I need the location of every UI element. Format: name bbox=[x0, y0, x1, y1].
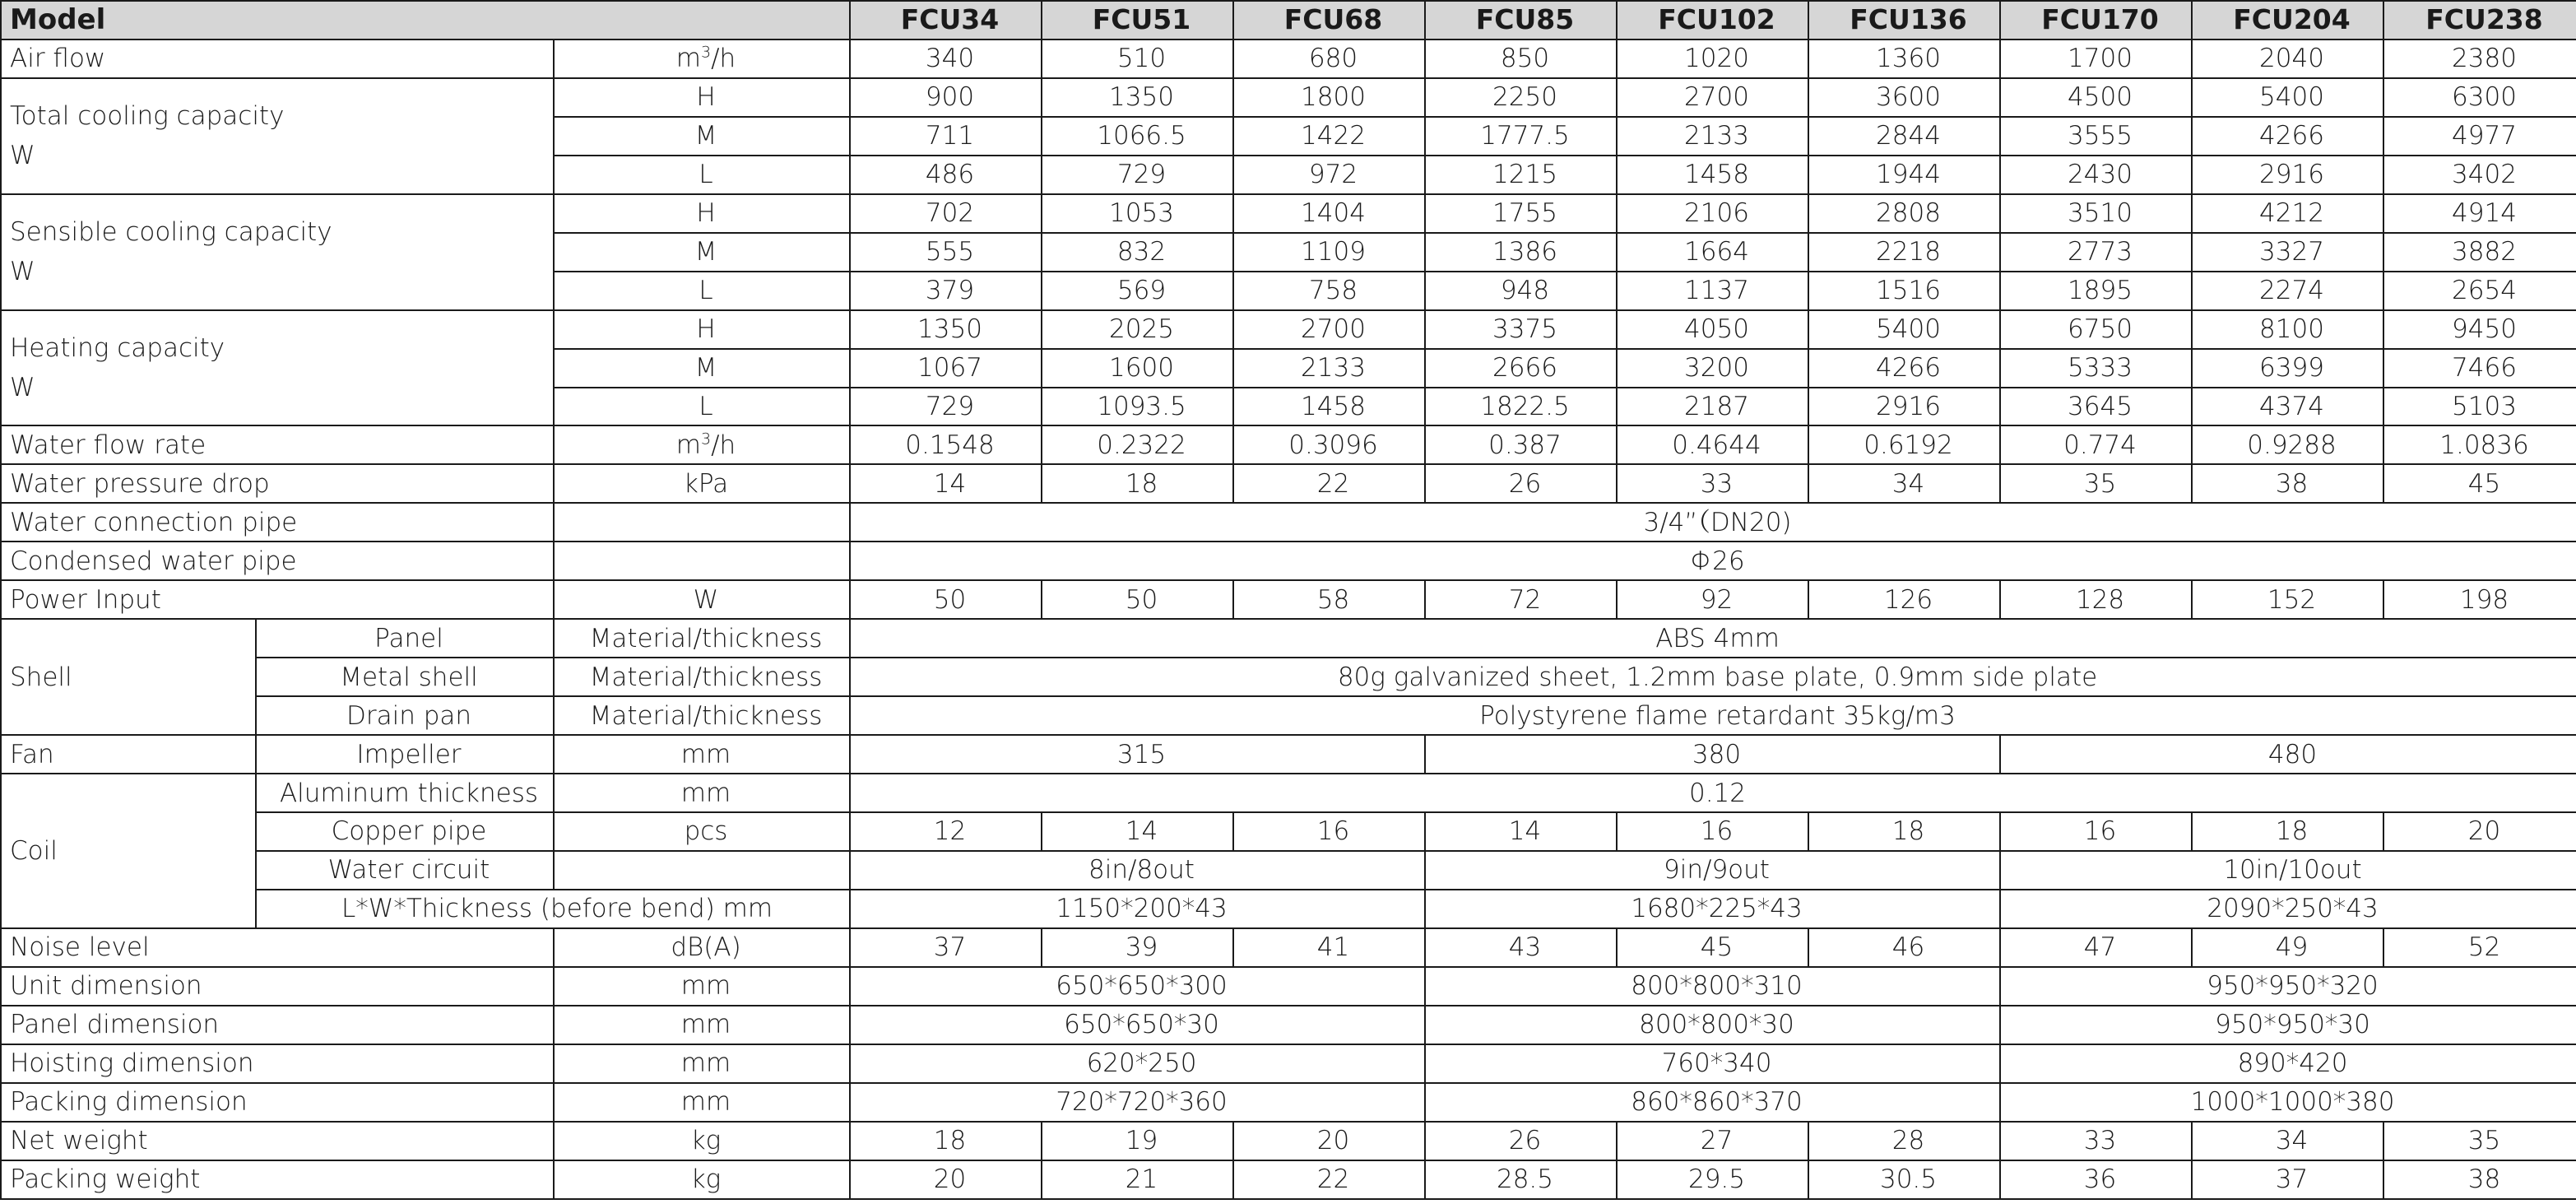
value-cell: 2250 bbox=[1425, 78, 1617, 117]
value-cell: 33 bbox=[2000, 1122, 2192, 1160]
value-cell: 6300 bbox=[2383, 78, 2576, 117]
total-cooling-label-line2: W bbox=[10, 141, 35, 171]
value-cell: 72 bbox=[1425, 580, 1617, 619]
value-cell: 2025 bbox=[1042, 310, 1233, 349]
value-cell: 1516 bbox=[1808, 272, 2000, 310]
fan-row bbox=[1, 735, 2576, 774]
value-cell: 28 bbox=[1808, 1122, 2000, 1160]
value-cell: 832 bbox=[1042, 233, 1233, 272]
value-cell: 5333 bbox=[2000, 349, 2192, 388]
speed-cell: L bbox=[554, 272, 850, 310]
value-cell: 1053 bbox=[1042, 194, 1233, 233]
shell-sub-label: Panel bbox=[256, 619, 554, 658]
value-cell: 35 bbox=[2000, 464, 2192, 503]
value-cell: 18 bbox=[1808, 812, 2000, 851]
value-cell: 18 bbox=[850, 1122, 1042, 1160]
value-cell: 27 bbox=[1617, 1122, 1808, 1160]
group-value-cell: 950*950*320 bbox=[2000, 967, 2576, 1006]
model-header-cell: FCU102 bbox=[1617, 1, 1808, 40]
value-cell: 22 bbox=[1233, 464, 1425, 503]
net-weight-row bbox=[1, 1122, 2576, 1160]
value-cell: 1755 bbox=[1425, 194, 1617, 233]
value-cell: 3882 bbox=[2383, 233, 2576, 272]
heating-capacity-label-line1: Heating capacity bbox=[10, 333, 225, 364]
model-header-cell: FCU68 bbox=[1233, 1, 1425, 40]
group-value-cell: 480 bbox=[2000, 735, 2576, 774]
unit-dimension-label: Unit dimension bbox=[1, 967, 554, 1006]
panel-dimension-label: Panel dimension bbox=[1, 1006, 554, 1044]
value-cell: 2916 bbox=[2192, 156, 2383, 194]
value-cell: 34 bbox=[2192, 1122, 2383, 1160]
value-cell: 2187 bbox=[1617, 388, 1808, 426]
group-value-cell: 950*950*30 bbox=[2000, 1006, 2576, 1044]
merged-value-cell: 80g galvanized sheet, 1.2mm base plate, 0.9mm side plate bbox=[850, 658, 2576, 696]
air-flow-label: Air flow bbox=[1, 40, 554, 78]
merged-value-cell: ABS 4mm bbox=[850, 619, 2576, 658]
value-cell: 1800 bbox=[1233, 78, 1425, 117]
unit-cell: mm bbox=[554, 1044, 850, 1083]
value-cell: 4050 bbox=[1617, 310, 1808, 349]
value-cell: 3555 bbox=[2000, 117, 2192, 156]
value-cell: 20 bbox=[850, 1160, 1042, 1199]
value-cell: 6750 bbox=[2000, 310, 2192, 349]
coil-copper-row bbox=[1, 812, 2576, 851]
unit-cell bbox=[554, 425, 850, 464]
value-cell: 1.0836 bbox=[2383, 425, 2576, 464]
group-value-cell: 1150*200*43 bbox=[850, 890, 1425, 928]
value-cell: 0.4644 bbox=[1617, 425, 1808, 464]
value-cell: 2844 bbox=[1808, 117, 2000, 156]
value-cell: 2040 bbox=[2192, 40, 2383, 78]
unit-cell: kg bbox=[554, 1122, 850, 1160]
value-cell: 2700 bbox=[1233, 310, 1425, 349]
group-value-cell: 650*650*300 bbox=[850, 967, 1425, 1006]
value-cell: 2380 bbox=[2383, 40, 2576, 78]
unit-tail: /h bbox=[711, 44, 736, 74]
group-value-cell: 1000*1000*380 bbox=[2000, 1083, 2576, 1122]
sensible-cooling-label-line2: W bbox=[10, 257, 35, 287]
group-value-cell: 860*860*370 bbox=[1425, 1083, 2000, 1122]
value-cell: 711 bbox=[850, 117, 1042, 156]
value-cell: 7466 bbox=[2383, 349, 2576, 388]
value-cell: 12 bbox=[850, 812, 1042, 851]
value-cell: 702 bbox=[850, 194, 1042, 233]
value-cell: 1404 bbox=[1233, 194, 1425, 233]
unit-cell: mm bbox=[554, 774, 850, 812]
speed-cell: H bbox=[554, 194, 850, 233]
value-cell: 3510 bbox=[2000, 194, 2192, 233]
value-cell: 33 bbox=[1617, 464, 1808, 503]
value-cell: 3327 bbox=[2192, 233, 2383, 272]
value-cell: 2133 bbox=[1233, 349, 1425, 388]
total-cooling-label-line1: Total cooling capacity bbox=[10, 101, 285, 132]
group-value-cell: 1680*225*43 bbox=[1425, 890, 2000, 928]
coil-aluminum-row bbox=[1, 774, 2576, 812]
value-cell: 4977 bbox=[2383, 117, 2576, 156]
value-cell: 49 bbox=[2192, 928, 2383, 967]
noise-label: Noise level bbox=[1, 928, 554, 967]
value-cell: 3645 bbox=[2000, 388, 2192, 426]
header-row bbox=[1, 1, 2576, 40]
value-cell: 900 bbox=[850, 78, 1042, 117]
value-cell: 340 bbox=[850, 40, 1042, 78]
coil-label: Coil bbox=[1, 774, 256, 928]
water-pressure-row bbox=[1, 464, 2576, 503]
value-cell: 45 bbox=[1617, 928, 1808, 967]
value-cell: 38 bbox=[2192, 464, 2383, 503]
value-cell: 20 bbox=[2383, 812, 2576, 851]
value-cell: 1422 bbox=[1233, 117, 1425, 156]
unit-superscript: 3 bbox=[701, 430, 712, 449]
value-cell: 4212 bbox=[2192, 194, 2383, 233]
value-cell: 21 bbox=[1042, 1160, 1233, 1199]
group-value-cell: 890*420 bbox=[2000, 1044, 2576, 1083]
value-cell: 972 bbox=[1233, 156, 1425, 194]
unit-cell: mm bbox=[554, 1083, 850, 1122]
heating-capacity-label-line2: W bbox=[10, 373, 35, 403]
value-cell: 2666 bbox=[1425, 349, 1617, 388]
value-cell: 41 bbox=[1233, 928, 1425, 967]
group-value-cell: 800*800*30 bbox=[1425, 1006, 2000, 1044]
value-cell: 1067 bbox=[850, 349, 1042, 388]
unit-base: m bbox=[675, 430, 701, 460]
value-cell: 4500 bbox=[2000, 78, 2192, 117]
model-header-cell: FCU34 bbox=[850, 1, 1042, 40]
water-connection-row bbox=[1, 503, 2576, 542]
fan-sub-label: Impeller bbox=[256, 735, 554, 774]
model-header-cell: FCU85 bbox=[1425, 1, 1617, 40]
value-cell: 50 bbox=[1042, 580, 1233, 619]
value-cell: 9450 bbox=[2383, 310, 2576, 349]
speed-cell: M bbox=[554, 117, 850, 156]
value-cell: 52 bbox=[2383, 928, 2576, 967]
unit-tail: /h bbox=[711, 430, 736, 460]
value-cell: 37 bbox=[2192, 1160, 2383, 1199]
panel-dimension-row bbox=[1, 1006, 2576, 1044]
group-value-cell: 720*720*360 bbox=[850, 1083, 1425, 1122]
value-cell: 50 bbox=[850, 580, 1042, 619]
unit-cell: dB(A) bbox=[554, 928, 850, 967]
packing-dimension-row bbox=[1, 1083, 2576, 1122]
coil-lwt-row bbox=[1, 890, 2576, 928]
sensible-cooling-label bbox=[1, 194, 554, 310]
value-cell: 2274 bbox=[2192, 272, 2383, 310]
unit-dimension-row bbox=[1, 967, 2576, 1006]
coil-sub-label: Aluminum thickness bbox=[256, 774, 554, 812]
value-cell: 22 bbox=[1233, 1160, 1425, 1199]
value-cell: 152 bbox=[2192, 580, 2383, 619]
shell-label: Shell bbox=[1, 619, 256, 735]
packing-weight-row bbox=[1, 1160, 2576, 1199]
value-cell: 379 bbox=[850, 272, 1042, 310]
unit-cell: kg bbox=[554, 1160, 850, 1199]
value-cell: 948 bbox=[1425, 272, 1617, 310]
value-cell: 2808 bbox=[1808, 194, 2000, 233]
unit-cell: pcs bbox=[554, 812, 850, 851]
value-cell: 0.387 bbox=[1425, 425, 1617, 464]
group-value-cell: 650*650*30 bbox=[850, 1006, 1425, 1044]
value-cell: 3200 bbox=[1617, 349, 1808, 388]
unit-superscript: 3 bbox=[701, 44, 712, 63]
value-cell: 1664 bbox=[1617, 233, 1808, 272]
unit-cell: kPa bbox=[554, 464, 850, 503]
value-cell: 1215 bbox=[1425, 156, 1617, 194]
unit-cell: Material/thickness bbox=[554, 658, 850, 696]
sensible-cooling-label-line1: Sensible cooling capacity bbox=[10, 217, 332, 248]
condensed-pipe-label: Condensed water pipe bbox=[1, 542, 554, 580]
value-cell: 510 bbox=[1042, 40, 1233, 78]
noise-row bbox=[1, 928, 2576, 967]
unit-cell bbox=[554, 40, 850, 78]
value-cell: 0.1548 bbox=[850, 425, 1042, 464]
value-cell: 758 bbox=[1233, 272, 1425, 310]
unit-cell: mm bbox=[554, 1006, 850, 1044]
value-cell: 37 bbox=[850, 928, 1042, 967]
value-cell: 486 bbox=[850, 156, 1042, 194]
packing-weight-label: Packing weight bbox=[1, 1160, 554, 1199]
value-cell: 1020 bbox=[1617, 40, 1808, 78]
value-cell: 16 bbox=[2000, 812, 2192, 851]
value-cell: 30.5 bbox=[1808, 1160, 2000, 1199]
value-cell: 46 bbox=[1808, 928, 2000, 967]
packing-dimension-label: Packing dimension bbox=[1, 1083, 554, 1122]
value-cell: 1109 bbox=[1233, 233, 1425, 272]
value-cell: 34 bbox=[1808, 464, 2000, 503]
group-value-cell: 800*800*310 bbox=[1425, 967, 2000, 1006]
unit-cell: Material/thickness bbox=[554, 619, 850, 658]
power-input-row bbox=[1, 580, 2576, 619]
value-cell: 0.774 bbox=[2000, 425, 2192, 464]
value-cell: 39 bbox=[1042, 928, 1233, 967]
coil-sub-label: Water circuit bbox=[256, 851, 554, 890]
sensible-cooling-row bbox=[1, 194, 2576, 233]
value-cell: 5400 bbox=[2192, 78, 2383, 117]
value-cell: 198 bbox=[2383, 580, 2576, 619]
group-value-cell: 760*340 bbox=[1425, 1044, 2000, 1083]
value-cell: 19 bbox=[1042, 1122, 1233, 1160]
value-cell: 1944 bbox=[1808, 156, 2000, 194]
water-connection-label: Water connection pipe bbox=[1, 503, 554, 542]
unit-base: m bbox=[675, 44, 701, 74]
group-value-cell: 8in/8out bbox=[850, 851, 1425, 890]
value-cell: 850 bbox=[1425, 40, 1617, 78]
value-cell: 680 bbox=[1233, 40, 1425, 78]
unit-cell: mm bbox=[554, 967, 850, 1006]
value-cell: 555 bbox=[850, 233, 1042, 272]
model-header-cell: FCU136 bbox=[1808, 1, 2000, 40]
value-cell: 2773 bbox=[2000, 233, 2192, 272]
group-value-cell: 9in/9out bbox=[1425, 851, 2000, 890]
value-cell: 4914 bbox=[2383, 194, 2576, 233]
net-weight-label: Net weight bbox=[1, 1122, 554, 1160]
speed-cell: H bbox=[554, 310, 850, 349]
unit-cell-empty bbox=[554, 542, 850, 580]
value-cell: 29.5 bbox=[1617, 1160, 1808, 1199]
value-cell: 3375 bbox=[1425, 310, 1617, 349]
value-cell: 126 bbox=[1808, 580, 2000, 619]
value-cell: 0.6192 bbox=[1808, 425, 2000, 464]
coil-sub-label: Copper pipe bbox=[256, 812, 554, 851]
value-cell: 4266 bbox=[1808, 349, 2000, 388]
value-cell: 569 bbox=[1042, 272, 1233, 310]
value-cell: 729 bbox=[850, 388, 1042, 426]
total-cooling-label bbox=[1, 78, 554, 194]
hoisting-dimension-row bbox=[1, 1044, 2576, 1083]
value-cell: 18 bbox=[2192, 812, 2383, 851]
speed-cell: L bbox=[554, 156, 850, 194]
model-header-cell: FCU170 bbox=[2000, 1, 2192, 40]
unit-cell-empty bbox=[554, 851, 850, 890]
value-cell: 1137 bbox=[1617, 272, 1808, 310]
unit-cell: W bbox=[554, 580, 850, 619]
value-cell: 38 bbox=[2383, 1160, 2576, 1199]
value-cell: 2916 bbox=[1808, 388, 2000, 426]
value-cell: 16 bbox=[1617, 812, 1808, 851]
value-cell: 2654 bbox=[2383, 272, 2576, 310]
value-cell: 1777.5 bbox=[1425, 117, 1617, 156]
value-cell: 1895 bbox=[2000, 272, 2192, 310]
value-cell: 35 bbox=[2383, 1122, 2576, 1160]
model-header-cell: FCU51 bbox=[1042, 1, 1233, 40]
water-pressure-label: Water pressure drop bbox=[1, 464, 554, 503]
value-cell: 26 bbox=[1425, 1122, 1617, 1160]
fan-label: Fan bbox=[1, 735, 256, 774]
shell-panel-row bbox=[1, 619, 2576, 658]
merged-value-cell: 0.12 bbox=[850, 774, 2576, 812]
speed-cell: H bbox=[554, 78, 850, 117]
value-cell: 0.3096 bbox=[1233, 425, 1425, 464]
group-value-cell: 380 bbox=[1425, 735, 2000, 774]
shell-sub-label: Metal shell bbox=[256, 658, 554, 696]
value-cell: 43 bbox=[1425, 928, 1617, 967]
value-cell: 92 bbox=[1617, 580, 1808, 619]
water-flow-label: Water flow rate bbox=[1, 425, 554, 464]
value-cell: 14 bbox=[1425, 812, 1617, 851]
shell-metal-row bbox=[1, 658, 2576, 696]
value-cell: 1350 bbox=[850, 310, 1042, 349]
value-cell: 2430 bbox=[2000, 156, 2192, 194]
speed-cell: M bbox=[554, 233, 850, 272]
value-cell: 2700 bbox=[1617, 78, 1808, 117]
value-cell: 4266 bbox=[2192, 117, 2383, 156]
unit-cell-empty bbox=[554, 503, 850, 542]
value-cell: 1600 bbox=[1042, 349, 1233, 388]
coil-circuit-row bbox=[1, 851, 2576, 890]
value-cell: 14 bbox=[1042, 812, 1233, 851]
value-cell: 1093.5 bbox=[1042, 388, 1233, 426]
unit-cell: mm bbox=[554, 735, 850, 774]
water-flow-row bbox=[1, 425, 2576, 464]
total-cooling-row bbox=[1, 78, 2576, 117]
speed-cell: M bbox=[554, 349, 850, 388]
group-value-cell: 620*250 bbox=[850, 1044, 1425, 1083]
value-cell: 14 bbox=[850, 464, 1042, 503]
value-cell: 47 bbox=[2000, 928, 2192, 967]
merged-value-cell: 3/4”（DN20) bbox=[850, 503, 2576, 542]
value-cell: 6399 bbox=[2192, 349, 2383, 388]
value-cell: 1822.5 bbox=[1425, 388, 1617, 426]
group-value-cell: 10in/10out bbox=[2000, 851, 2576, 890]
value-cell: 3600 bbox=[1808, 78, 2000, 117]
shell-drain-row bbox=[1, 696, 2576, 735]
model-header-cell: FCU238 bbox=[2383, 1, 2576, 40]
value-cell: 18 bbox=[1042, 464, 1233, 503]
value-cell: 2106 bbox=[1617, 194, 1808, 233]
model-header-cell: FCU204 bbox=[2192, 1, 2383, 40]
value-cell: 3402 bbox=[2383, 156, 2576, 194]
value-cell: 1386 bbox=[1425, 233, 1617, 272]
value-cell: 729 bbox=[1042, 156, 1233, 194]
merged-value-cell: Polystyrene flame retardant 35kg/m3 bbox=[850, 696, 2576, 735]
value-cell: 128 bbox=[2000, 580, 2192, 619]
value-cell: 28.5 bbox=[1425, 1160, 1617, 1199]
value-cell: 36 bbox=[2000, 1160, 2192, 1199]
value-cell: 5103 bbox=[2383, 388, 2576, 426]
heating-capacity-row bbox=[1, 310, 2576, 349]
coil-sub-label: L*W*Thickness (before bend) mm bbox=[256, 890, 850, 928]
power-input-label: Power Input bbox=[1, 580, 554, 619]
model-header-label: Model bbox=[1, 1, 850, 40]
value-cell: 1700 bbox=[2000, 40, 2192, 78]
value-cell: 1350 bbox=[1042, 78, 1233, 117]
value-cell: 26 bbox=[1425, 464, 1617, 503]
group-value-cell: 315 bbox=[850, 735, 1425, 774]
value-cell: 20 bbox=[1233, 1122, 1425, 1160]
heating-capacity-label bbox=[1, 310, 554, 426]
value-cell: 45 bbox=[2383, 464, 2576, 503]
value-cell: 1458 bbox=[1617, 156, 1808, 194]
condensed-pipe-row bbox=[1, 542, 2576, 580]
value-cell: 2218 bbox=[1808, 233, 2000, 272]
shell-sub-label: Drain pan bbox=[256, 696, 554, 735]
value-cell: 5400 bbox=[1808, 310, 2000, 349]
hoisting-dimension-label: Hoisting dimension bbox=[1, 1044, 554, 1083]
merged-value-cell: Φ26 bbox=[850, 542, 2576, 580]
value-cell: 4374 bbox=[2192, 388, 2383, 426]
group-value-cell: 2090*250*43 bbox=[2000, 890, 2576, 928]
air-flow-row bbox=[1, 40, 2576, 78]
value-cell: 1066.5 bbox=[1042, 117, 1233, 156]
unit-cell: Material/thickness bbox=[554, 696, 850, 735]
speed-cell: L bbox=[554, 388, 850, 426]
value-cell: 1458 bbox=[1233, 388, 1425, 426]
value-cell: 1360 bbox=[1808, 40, 2000, 78]
value-cell: 16 bbox=[1233, 812, 1425, 851]
value-cell: 0.2322 bbox=[1042, 425, 1233, 464]
value-cell: 2133 bbox=[1617, 117, 1808, 156]
value-cell: 58 bbox=[1233, 580, 1425, 619]
value-cell: 8100 bbox=[2192, 310, 2383, 349]
value-cell: 0.9288 bbox=[2192, 425, 2383, 464]
